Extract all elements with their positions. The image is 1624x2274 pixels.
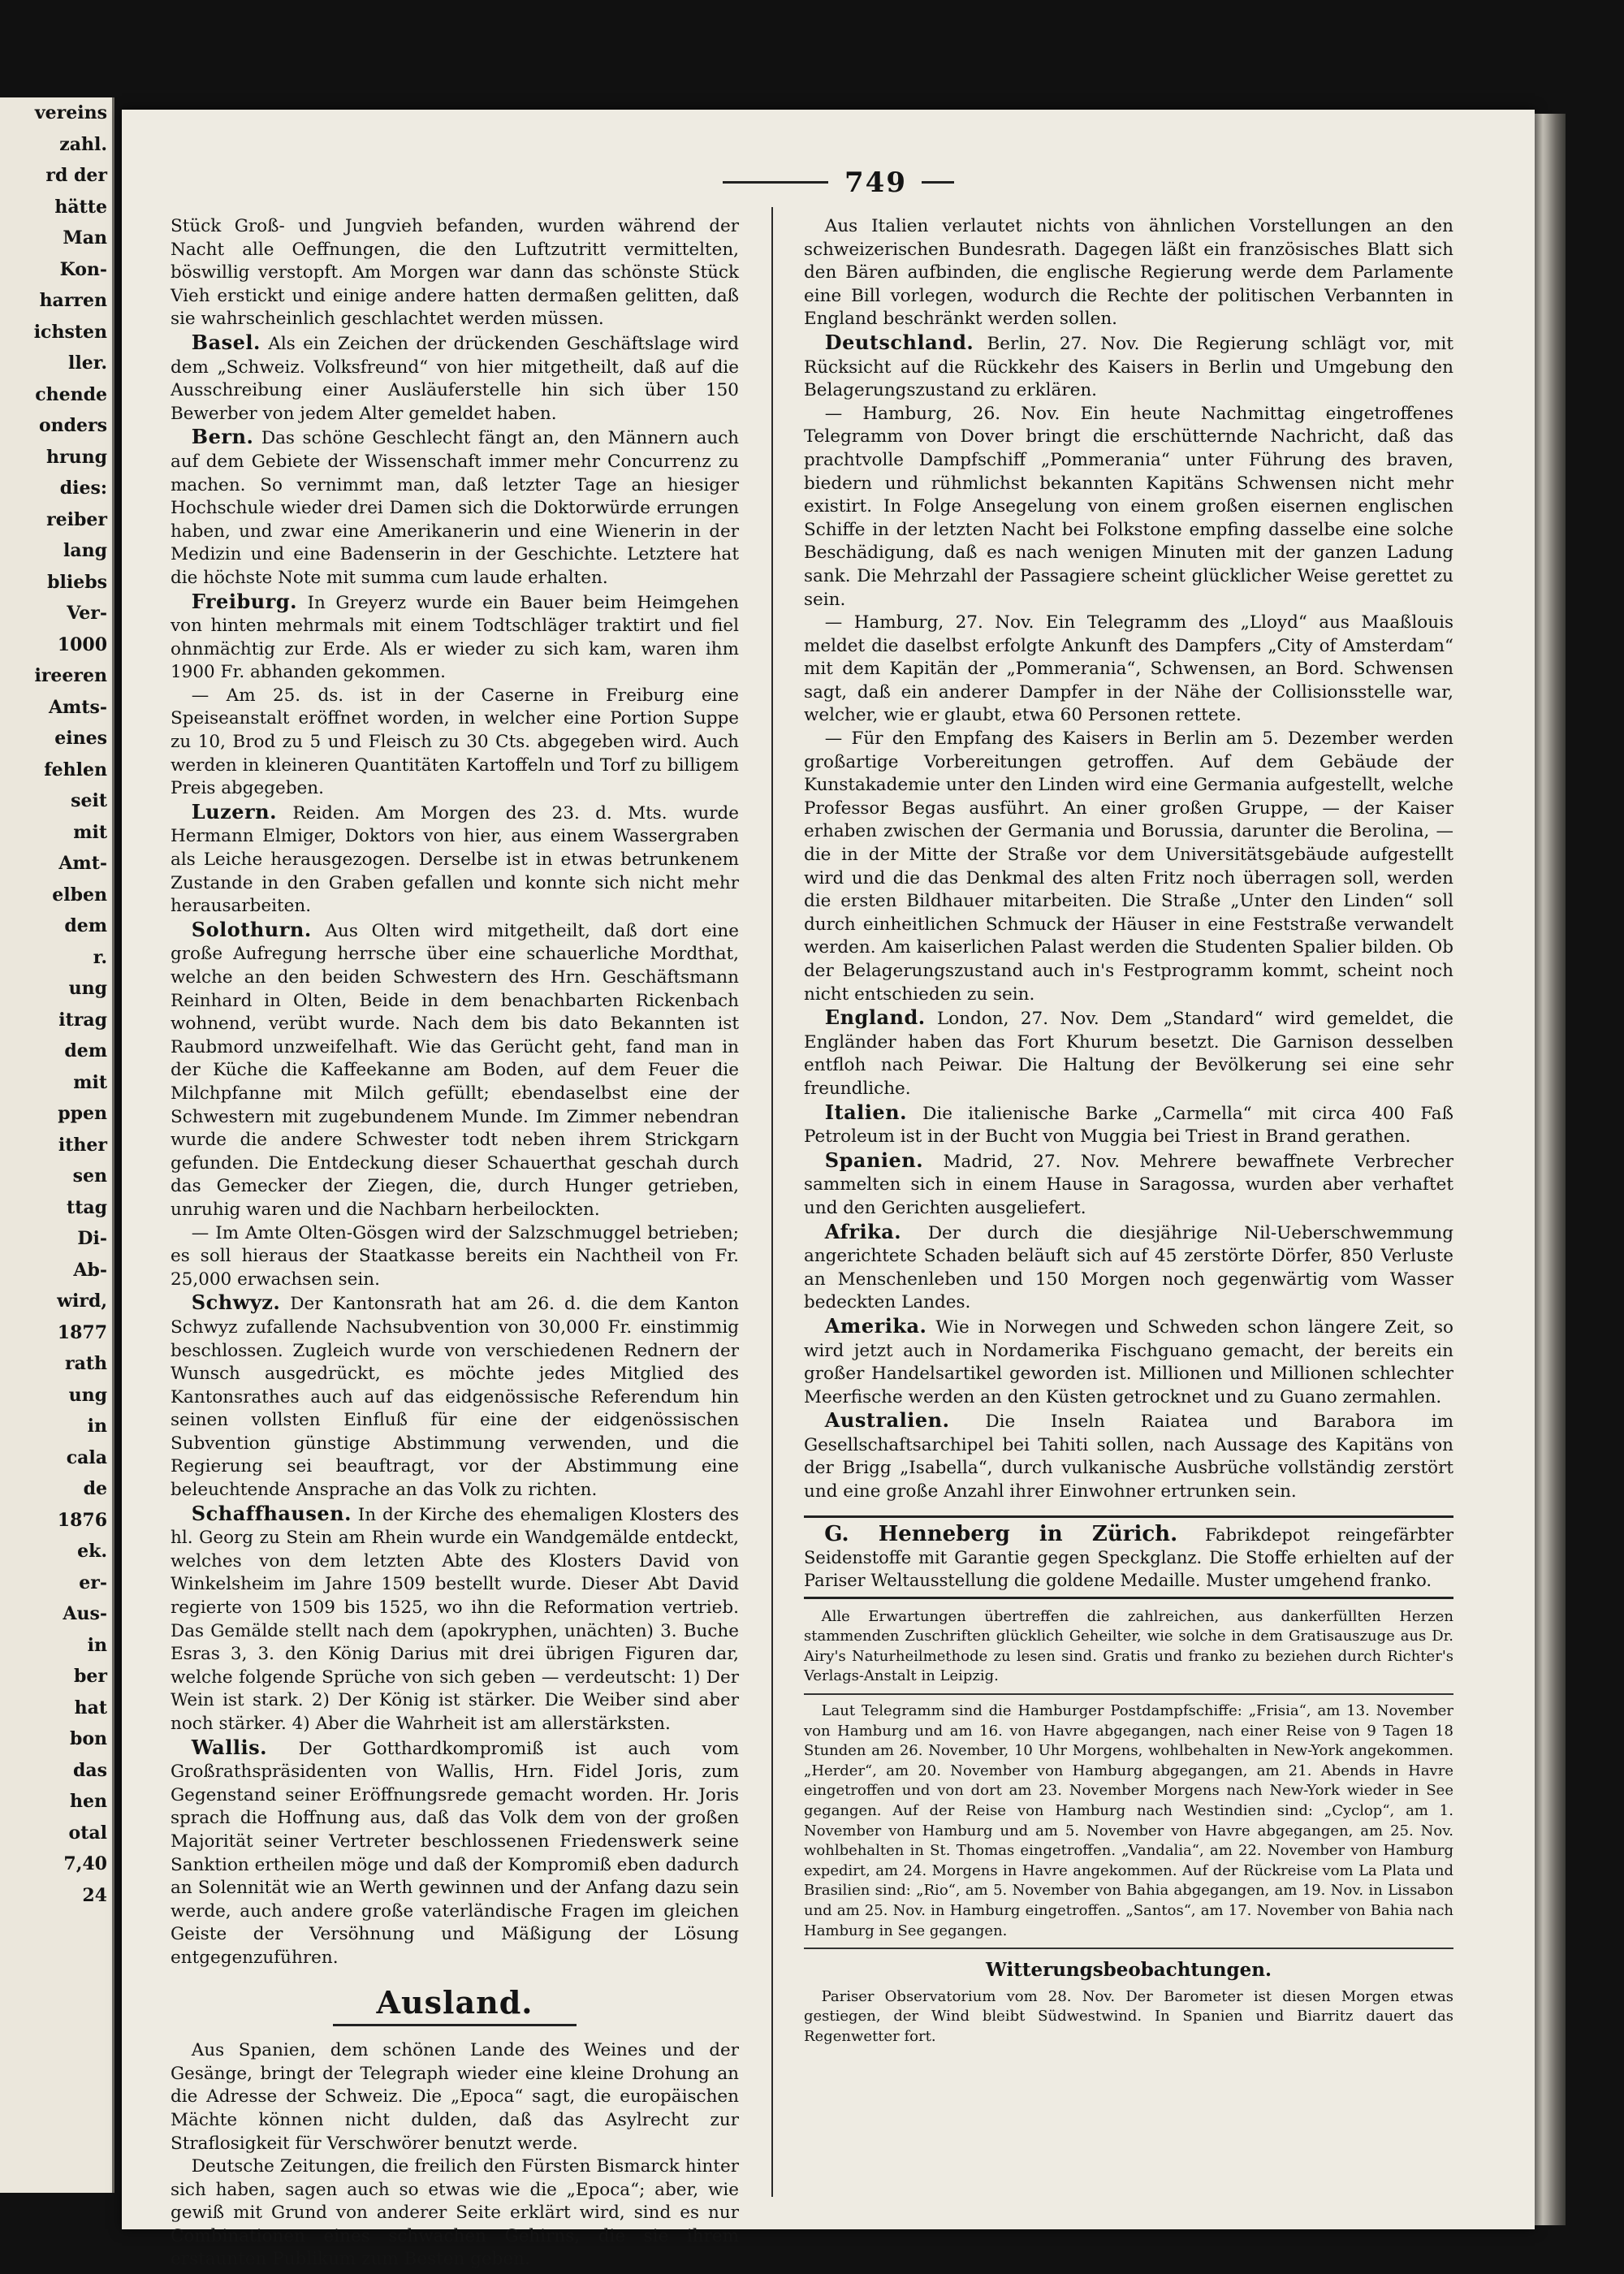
previous-page-fragment: rd der [45, 165, 107, 186]
previous-page-fragment: dem [64, 1040, 107, 1061]
previous-page-fragment: fehlen [44, 759, 107, 780]
previous-page-fragment: itrag [58, 1009, 107, 1031]
previous-page-fragment: in [87, 1634, 107, 1656]
article-deutschland [804, 331, 1453, 403]
divider [804, 1948, 1453, 1949]
previous-page-fragment: ichsten [33, 321, 107, 343]
article-text: Als ein Zeichen der drückenden Geschäftslage wird dem „Schweiz. Volksfreund“ von hier mitgetheilt, daß auf die Ausschreibung einer Ausläuferstelle hin sich über 150 Bewerber von jedem Alter gemeldet haben. [171, 333, 739, 424]
previous-page-fragment: 1876 [57, 1509, 107, 1531]
article-text: Die italienische Barke „Carmella“ mit circa 400 Faß Petroleum ist in der Bucht von Muggia bei Triest in Brand gerathen. [804, 1103, 1453, 1148]
section-heading: England. [824, 1005, 926, 1030]
previous-page-fragment: chende [35, 383, 107, 405]
previous-page-fragment: elben [52, 884, 107, 906]
previous-page-fragment: Amt- [58, 853, 107, 874]
notice-paragraph: Alle Erwartungen übertreffen die zahlreichen, aus dankerfüllten Herzen stammenden Zuschriften glücklich Geheilter, wie solche in dem Gratisauszuge aus Dr. Airy's Naturheilmethode zu lesen sind. Gratis und franko zu beziehen durch Richter's Verlags-Anstalt in Leipzig. [804, 1607, 1453, 1685]
article-text: Aus Olten wird mitgetheilt, daß dort eine große Aufregung herrsche über eine schauerliche Mordthat, welche an den beiden Schwestern des Hrn. Geschäftsmann Reinhard in Olten, Beide in dem benachbarten Rickenbach wohnend, verübt wurde. Nach dem bis dato Bekannten ist Raubmord unzweifelhaft. Wie das Gerücht geht, fand man in der Küche die Kaffeekanne am Boden, auf dem Feuer die Milchpfanne mit Milch gefüllt; ebendaselbst eine der Schwestern mit zugebundenem Munde. Im Zimmer nebendran wurde die andere Schwester todt neben ihrem Strickgarn gefunden. Die Entdeckung dieser Schauerthat geschah durch das Gemecker der Ziegen, die, durch Hunger getrieben, unruhig waren und die Nachbarn herbeilockten. [171, 920, 739, 1220]
article-england [804, 1006, 1453, 1100]
section-heading: Italien. [824, 1100, 907, 1124]
article-paragraph: Stück Groß- und Jungvieh befanden, wurden während der Nacht alle Oeffnungen, die den Luftzutritt vermittelten, böswillig verstopft. Am Morgen war dann das schönste Stück Vieh erstickt und einige andere hatten dermaßen gelitten, daß sie wahrscheinlich geschlachtet werden müssen. [171, 216, 739, 330]
previous-page-fragment: 24 [82, 1884, 107, 1906]
section-heading: Spanien. [824, 1148, 924, 1172]
section-heading: Australien. [824, 1408, 950, 1433]
previous-page-fragment: dem [64, 915, 107, 936]
article-wallis [171, 1736, 739, 1970]
section-heading: Luzern. [191, 799, 277, 824]
section-heading: Solothurn. [191, 917, 312, 941]
section-heading: Afrika. [824, 1219, 902, 1243]
previous-page-fragment: hen [70, 1791, 107, 1812]
article-solothurn [171, 919, 739, 1222]
previous-page-fragment: ung [68, 978, 107, 999]
section-heading: Bern. [191, 425, 254, 449]
previous-page-fragment: ung [68, 1384, 107, 1406]
article-text: London, 27. Nov. Dem „Standard“ wird gemeldet, die Engländer haben das Fort Khurum besetzt. Die Garnison desselben entfloh nach Peiwar. Die Haltung der Bevölkerung sei eine sehr freundliche. [804, 1009, 1453, 1099]
previous-page-fragment: r. [93, 946, 107, 968]
article-bern [171, 426, 739, 590]
section-rule [333, 2024, 577, 2026]
previous-page-fragment: ireeren [34, 665, 107, 686]
previous-page-fragment: Man [63, 227, 107, 249]
previous-page-fragment: zahl. [59, 133, 107, 155]
previous-page-fragment: cala [66, 1446, 107, 1468]
article-text: Wie in Norwegen und Schweden schon längere Zeit, so wird jetzt auch in Nordamerika Fischguano gemacht, der bereits ein großer Handelsartikel geworden ist. Millionen und Millionen schlechter Meerfische werden an den Küsten getrocknet und zu Guano zermahlen. [804, 1316, 1453, 1407]
previous-page-fragment: sen [72, 1165, 107, 1187]
article-paragraph: — Im Amte Olten-Gösgen wird der Salzschmuggel betrieben; es soll hieraus der Staatkasse bereits ein Nachtheil von Fr. 25,000 erwachsen sein. [171, 1222, 739, 1290]
newspaper-page [122, 110, 1535, 2270]
advertisement [804, 1515, 1453, 1599]
previous-page-fragment: bliebs [47, 571, 107, 593]
previous-page-fragment: vereins [34, 102, 107, 123]
section-heading: Amerika. [824, 1313, 927, 1338]
previous-page-fragment: er- [79, 1571, 107, 1593]
article-freiburg [171, 590, 739, 685]
article-schaffhausen [171, 1502, 739, 1736]
previous-page-fragment: hat [74, 1697, 107, 1718]
article-text: Der Gotthardkompromiß ist auch vom Großrathspräsidenten von Wallis, Hrn. Fidel Joris, zum Gegenstand seiner Eröffnungsrede gemacht worden. Hr. Joris sprach die Hoffnung aus, daß das Volk dem von der großen Majorität seiner Vertreter beschlossenen Friedenswerk seine Sanktion ertheilen möge und daß der Kompromiß eben dadurch an Solennität wie an Werth gewinnen und der Anfang dazu sein werde, auch andere große vaterländische Fragen im gleichen Geiste der Versöhnung und Mäßigung der Lösung entgegenzuführen. [171, 1738, 739, 1968]
article-text: Madrid, 27. Nov. Mehrere bewaffnete Verbrecher sammelten sich in einem Hause in Saragossa, wurden aber verhaftet und den Gerichten ausgeliefert. [804, 1151, 1454, 1218]
previous-page-fragment: ttag [67, 1196, 107, 1218]
previous-page-fragment: Di- [77, 1228, 107, 1249]
previous-page-fragment: das [72, 1759, 107, 1781]
previous-page-fragment: ither [58, 1134, 107, 1156]
article-paragraph: — Am 25. ds. ist in der Caserne in Freiburg eine Speiseanstalt eröffnet worden, in welcher eine Portion Suppe zu 10, Brod zu 5 und Fleisch zu 30 Cts. abgegeben wird. Auch werden in kleineren Quantitäten Kartoffeln und Torf zu billigem Preis abgegeben. [171, 685, 739, 799]
article-text: Reiden. Am Morgen des 23. d. Mts. wurde Hermann Elmiger, Doktors von hier, aus einem Wassergraben als Leiche herausgezogen. Derselbe ist in etwas betrunkenem Zustande in den Graben gefallen und konnte sich nicht mehr herausarbeiten. [171, 802, 739, 917]
previous-page-fragment: 7,40 [63, 1853, 107, 1874]
right-column [804, 215, 1453, 2047]
page-number: 749 [844, 166, 907, 199]
previous-page-fragment: rath [64, 1353, 107, 1374]
previous-page-fragment: de [83, 1478, 107, 1499]
previous-page-fragment: 1877 [57, 1321, 107, 1343]
previous-page-fragment: Amts- [48, 696, 107, 718]
page-number-rule [922, 181, 954, 184]
previous-page-fragment: ek. [77, 1541, 107, 1562]
article-paragraph: — Hamburg, 27. Nov. Ein Telegramm des „Lloyd“ aus Maaßlouis meldet die daselbst erfolgte Ankunft des Dampfers „City of Amsterdam“ mit dem Kapitän der „Pommerania“, Schwensen, an Bord. Schwensen sagt, daß ein anderer Dampfer in der Nähe der Collisionsstelle war, welcher, wie er glaubt, etwa 60 Personen rettete. [804, 612, 1453, 726]
article-australien [804, 1409, 1453, 1503]
section-heading: Basel. [191, 330, 261, 354]
previous-page-fragment: mit [73, 821, 107, 843]
previous-page-fragment: eines [54, 728, 107, 749]
article-schwyz [171, 1291, 739, 1502]
previous-page-fragment: Ab- [73, 1259, 107, 1281]
column-divider [771, 207, 773, 2197]
article-text: Der Kantonsrath hat am 26. d. die dem Kanton Schwyz zufallende Nachsubvention von 30,000 Fr. einstimmig beschlossen. Zugleich wurde von verschiedenen Rednern der Wunsch ausgedrückt, es möchte jedes Mitglied des Kantonsrathes auch auf das eidgenössische Referendum hin seinen vollsten Einfluß für eine der eidgenössischen Subvention günstige Abstimmung verwenden, und die Regierung sei beauftragt, vor der Abstimmung eine beleuchtende Ansprache an das Volk zu richten. [171, 1294, 739, 1501]
section-heading: Wallis. [191, 1735, 267, 1759]
section-heading: Schwyz. [191, 1290, 281, 1315]
section-heading: Deutschland. [824, 330, 974, 354]
previous-page-fragment: seit [71, 790, 107, 811]
article-afrika [804, 1221, 1453, 1315]
previous-page-fragment: ber [74, 1666, 107, 1687]
left-column [171, 215, 739, 2272]
article-basel [171, 331, 739, 426]
notice-paragraph: Laut Telegramm sind die Hamburger Postdampfschiffe: „Frisia“, am 13. November von Hamburg und am 16. von Havre abgegangen, nach einer Reise von 9 Tagen 18 Stunden am 26. November, 10 Uhr Morgens, wohlbehalten in New-York angekommen. „Herder“, am 20. November von Hamburg abgegangen, am 21. Abends in Havre eingetroffen und von dort am 23. November Morgens nach New-York wieder in See gegangen. Auf der Reise von Hamburg nach Westindien sind: „Cyclop“, am 1. November von Hamburg und am 5. November von Havre abgegangen, am 25. Nov. wohlbehalten in St. Thomas eingetroffen. „Vandalia“, am 22. November von Hamburg expedirt, am 24. Morgens in Havre angekommen. Auf der Rückreise vom La Plata und Brasilien sind: „Rio“, am 5. November von Bahia abgegangen, am 19. Nov. in Lissabon und am 25. Nov. in Hamburg eingetroffen. „Santos“, am 17. November von Bahia nach Hamburg in See gegangen. [804, 1702, 1453, 1939]
previous-page-fragment: wird, [57, 1290, 107, 1312]
weather-paragraph: Pariser Observatorium vom 28. Nov. Der Barometer ist diesen Morgen etwas gestiegen, der Wind bleibt Südwestwind. In Spanien und Biarritz dauert das Regenwetter fort. [804, 1987, 1453, 2045]
article-text: Berlin, 27. Nov. Die Regierung schlägt vor, mit Rücksicht auf die Rückkehr des Kaisers in Berlin und Umgebung den Belagerungszustand zu erklären. [804, 333, 1454, 401]
page-edge [1533, 114, 1566, 2225]
article-amerika [804, 1315, 1453, 1409]
page-number-rule [723, 181, 828, 184]
previous-page-fragment: Kon- [59, 258, 107, 280]
divider [804, 1693, 1453, 1695]
previous-page-fragment: reiber [46, 508, 107, 530]
article-luzern [171, 801, 739, 919]
previous-page-fragment: mit [73, 1071, 107, 1093]
article-text: In der Kirche des ehemaligen Klosters des hl. Georg zu Stein am Rhein wurde ein Wandgemälde entdeckt, welches von dem letzten Abte des Klosters David von Winkelsheim im Jahre 1509 bestellt wurde. Dieser Abt David regierte von 1509 bis 1525, wo ihn die Reformation vertrieb. Das Gemälde stellt nach dem (apokryphen, unächten) 3. Buche Esras 3, 3. den König Darius mit drei übrigen Figuren dar, welche folgende Sprüche von sich geben — verdeutscht: 1) Der Wein ist stark. 2) Der König ist stärker. Die Weiber sind aber noch stärker. 4) Aber die Wahrheit ist am allerstärksten. [171, 1504, 739, 1734]
article-italien [804, 1101, 1453, 1149]
article-spanien [804, 1149, 1453, 1221]
advertisement-firm: G. Henneberg in Zürich. [824, 1521, 1178, 1546]
article-paragraph: — Hamburg, 26. Nov. Ein heute Nachmittag eingetroffenes Telegramm von Dover bringt die erschütternde Nachricht, daß das prachtvolle Dampfschiff „Pommerania“ unter Führung des braven, biedern und rühmlichst bekannten Kapitäns Schwensen nicht mehr existirt. In Folge Ansegelung von einem großen eisernen englischen Schiffe in der letzten Nacht bei Folkstone empfing dasselbe eine solche Beschädigung, daß es nach wenigen Minuten mit der ganzen Ladung sank. Die Mehrzahl der Passagiere scheint glücklicher Weise gerettet zu sein. [804, 403, 1453, 610]
previous-page-fragment: ller. [68, 352, 107, 374]
article-paragraph: — Für den Empfang des Kaisers in Berlin am 5. Dezember werden großartige Vorbereitungen getroffen. Auf dem Gebäude der Kunstakademie unter den Linden wird eine Germania aufgestellt, welche Professor Begas ausführt. An einer großen Gruppe, — der Kaiser erhaben zwischen der Germania und Borussia, darunter die Berolina, — die in der Mitte der Straße vor dem Universitätsgebäude aufgestellt wird und die das Denkmal des alten Fritz noch überragen soll, werden die ersten Bildhauer mitarbeiten. Die Straße „Unter den Linden“ soll durch einheitlichen Schmuck der Häuser in eine Feststraße verwandelt werden. Am kaiserlichen Palast werden die Studenten Spalier bilden. Ob der Belagerungszustand auch in's Festprogramm kommt, scheint noch nicht entschieden zu sein. [804, 728, 1453, 1005]
weather-heading: Witterungsbeobachtungen. [986, 1959, 1272, 1982]
previous-page-fragment: ppen [58, 1103, 107, 1124]
previous-page-fragment: in [87, 1416, 107, 1437]
previous-page-fragment: hrung [46, 446, 107, 468]
previous-page-fragment: Ver- [67, 603, 107, 624]
article-paragraph: Aus Spanien, dem schönen Lande des Weines und der Gesänge, bringt der Telegraph wieder eine kleine Drohung an die Adresse der Schweiz. Die „Epoca“ sagt, die europäischen Mächte können nicht dulden, daß das Asylrecht zur Straflosigkeit für Verschwörer benutzt werde. [171, 2040, 739, 2154]
previous-page-strip [0, 97, 114, 2193]
section-heading: Freiburg. [191, 589, 297, 613]
previous-page-fragment: lang [63, 540, 107, 561]
previous-page-fragment: 1000 [57, 633, 107, 655]
previous-page-fragment: onders [38, 415, 107, 436]
article-text: Das schöne Geschlecht fängt an, den Männern auch auf dem Gebiete der Wissenschaft immer mehr Concurrenz zu machen. So vernimmt man, daß letzter Tage an hiesiger Hochschule wieder drei Damen sich die Doktorwürde errungen haben, und zwar eine Amerikanerin und eine Wienerin in der Medizin und eine Badenserin in der Geschichte. Letztere hat die höchste Note mit summa cum laude erhalten. [171, 428, 739, 588]
previous-page-fragment: harren [39, 290, 107, 311]
previous-page-fragment: bon [69, 1728, 107, 1749]
article-text: In Greyerz wurde ein Bauer beim Heimgehen von hinten mehrmals mit einem Todtschläger traktirt und fiel ohnmächtig zur Erde. Als er wieder zu sich kam, waren ihm 1900 Fr. abhanden gekommen. [171, 592, 739, 683]
previous-page-fragment: dies: [59, 478, 107, 499]
previous-page-fragment: hätte [54, 196, 107, 218]
advertisement-text: Fabrikdepot reingefärbter Seidenstoffe mit Garantie gegen Speckglanz. Die Stoffe erhielten auf der Pariser Weltausstellung die goldene Medaille. Muster umgehend franko. [804, 1524, 1453, 1590]
article-text: Die Inseln Raiatea und Barabora im Gesellschaftsarchipel bei Tahiti sollen, nach Aussage des Kapitäns von der Brigg „Isabella“, durch vulkanische Ausbrüche vollständig zerstört und eine große Anzahl ihrer Einwohner ertrunken sein. [804, 1412, 1453, 1502]
article-text: Der durch die diesjährige Nil-Ueberschwemmung angerichtete Schaden beläuft sich auf 45 zerstörte Dörfer, 850 Verluste an Menschenleben und 150 Morgen noch gegenwärtig vom Wasser bedeckten Landes. [804, 1222, 1453, 1313]
section-title-ausland [171, 1983, 739, 2027]
article-paragraph: Aus Italien verlautet nichts von ähnlichen Vorstellungen an den schweizerischen Bundesrath. Dagegen läßt ein französisches Blatt sich den Bären aufbinden, die englische Regierung werde dem Parlamente eine Bill vorlegen, wodurch die Rechte der politischen Verbannten in England beschränkt werden sollen. [804, 216, 1453, 330]
section-heading: Schaffhausen. [191, 1501, 352, 1525]
previous-page-fragment: otal [68, 1822, 107, 1844]
previous-page-fragment: Aus- [63, 1603, 107, 1624]
section-title-text: Ausland. [376, 1983, 533, 2021]
article-paragraph: Deutsche Zeitungen, die freilich den Fürsten Bismarck hinter sich haben, sagen auch so etwas wie die „Epoca“; aber, wie gewiß mit Grund von anderer Seite erklärt wird, sind es nur Combinationen eines schwachen Gehirns, die sie ihrem erstaunten Publikum zum Besten geben. [171, 2156, 739, 2270]
